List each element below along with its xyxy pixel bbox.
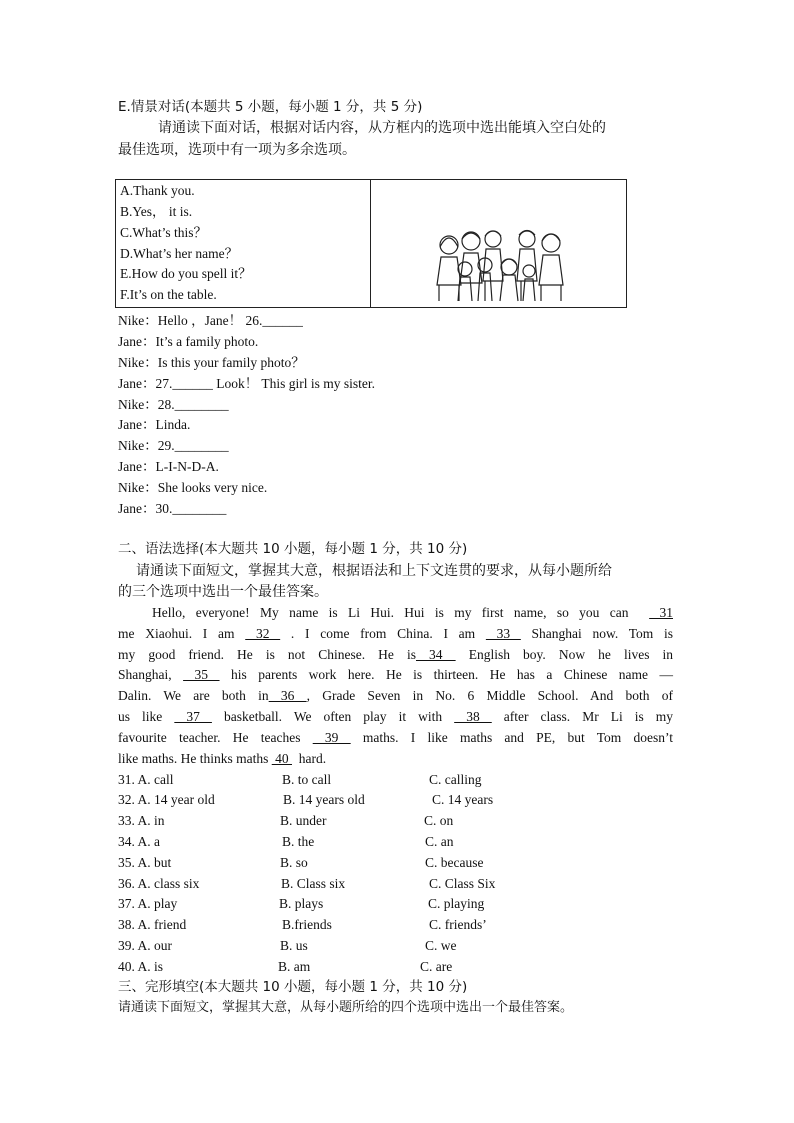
option-d: D.What’s her name？ [120,246,239,261]
section-2-instruction-2: 的三个选项中选出一个最佳答案。 [118,584,328,600]
section-2-instruction-1: 请通读下面短文，掌握其大意，根据语法和上下文连贯的要求，从每小题所给 [136,563,612,579]
option-a: 31. A. call [118,772,174,787]
option-c: C. on [424,813,454,828]
option-a: 37. A. play [118,896,178,911]
option-a: 36. A. class six [118,876,200,891]
section-e-instruction-2: 最佳选项，选项中有一项为多余选项。 [118,142,356,158]
option-c: C. playing [428,896,485,911]
option-c: C. an [425,834,454,849]
passage-line: Dalin. We are both in 36 , Grade Seven in No. 6 Middle School. And both of [118,688,673,703]
blank-36: 36 [268,688,307,703]
blank-38: 38 [454,709,492,724]
blank-35: 35 [183,667,220,682]
option-b: B. under [280,813,327,828]
section-2-title: 二、语法选择(本大题共 10 小题，每小题 1 分，共 10 分) [118,541,468,557]
option-c: C. are [420,959,453,974]
option-c: C. calling [429,772,482,787]
blank-39: 39 [312,730,351,745]
family-photo-icon [429,225,579,303]
blank-31: 31 [649,605,673,620]
blank-40: 40 [271,751,292,766]
section-3-title: 三、完形填空(本大题共 10 小题，每小题 1 分，共 10 分) [118,979,468,995]
blank-34: 34 [415,647,456,662]
passage-line: Shanghai, 35 his parents work here. He is thirteen. He has a Chinese name — [118,667,673,682]
blank-37: 37 [174,709,212,724]
dialogue-line: Jane：27.______ Look！ This girl is my sister. [118,376,375,391]
option-b: B. the [282,834,315,849]
option-b: B. so [280,855,308,870]
option-a: 34. A. a [118,834,160,849]
options-box [115,179,627,308]
option-a: 38. A. friend [118,917,187,932]
dialogue-line: Nike：29.________ [118,438,229,453]
option-a: 40. A. is [118,959,164,974]
dialogue-line: Nike：Is this your family photo？ [118,355,305,370]
option-a: 32. A. 14 year old [118,792,215,807]
option-c: C. 14 years [432,792,494,807]
section-e-title: E.情景对话(本题共 5 小题，每小题 1 分，共 5 分) [118,99,423,115]
option-c: C. we [425,938,457,953]
passage-line: Hello, everyone! My name is Li Hui. Hui is my first name, so you can 31 [152,605,673,620]
dialogue-line: Jane：L-I-N-D-A. [118,459,219,474]
passage-line: me Xiaohui. I am 32 . I come from China. I am 33 Shanghai now. Tom is [118,626,673,641]
passage-line: my good friend. He is not Chinese. He is 34 English boy. Now he lives in [118,647,674,662]
passage-line: favourite teacher. He teaches 39 maths. I like maths and PE, but Tom doesn’t [118,730,674,745]
dialogue-line: Nike：She looks very nice. [118,480,268,495]
option-c: C. friends’ [429,917,487,932]
passage-line: us like 37 basketball. We often play it with 38 after class. Mr Li is my [118,709,674,724]
option-b: B. Class six [281,876,346,891]
option-a: 35. A. but [118,855,172,870]
blank-33: 33 [485,626,521,641]
passage-line: like maths. He thinks maths 40 hard. [118,751,327,766]
option-a: A.Thank you. [120,183,195,198]
dialogue-line: Jane：It’s a family photo. [118,334,259,349]
option-c: C.What’s this？ [120,225,207,240]
option-b: B. 14 years old [283,792,365,807]
dialogue-line: Jane：30.________ [118,501,227,516]
option-b: B. to call [282,772,332,787]
option-b: B.friends [282,917,332,932]
option-b: B. plays [279,896,324,911]
option-b: B. am [278,959,311,974]
option-e: E.How do you spell it？ [120,266,252,281]
option-b: B. us [280,938,308,953]
box-divider [370,180,371,307]
option-a: 33. A. in [118,813,165,828]
section-3-instruction: 请通读下面短文，掌握其大意，从每小题所给的四个选项中选出一个最佳答案。 [118,1000,574,1015]
option-f: F.It’s on the table. [120,287,217,302]
option-c: C. because [425,855,484,870]
section-e-instruction-1: 请通读下面对话，根据对话内容，从方框内的选项中选出能填入空白处的 [158,120,606,136]
dialogue-line: Jane：Linda. [118,417,191,432]
dialogue-line: Nike：Hello ，Jane！ 26.______ [118,313,303,328]
option-b: B.Yes， it is. [120,204,193,219]
option-c: C. Class Six [429,876,496,891]
dialogue-line: Nike：28.________ [118,397,229,412]
blank-32: 32 [245,626,281,641]
option-a: 39. A. our [118,938,172,953]
